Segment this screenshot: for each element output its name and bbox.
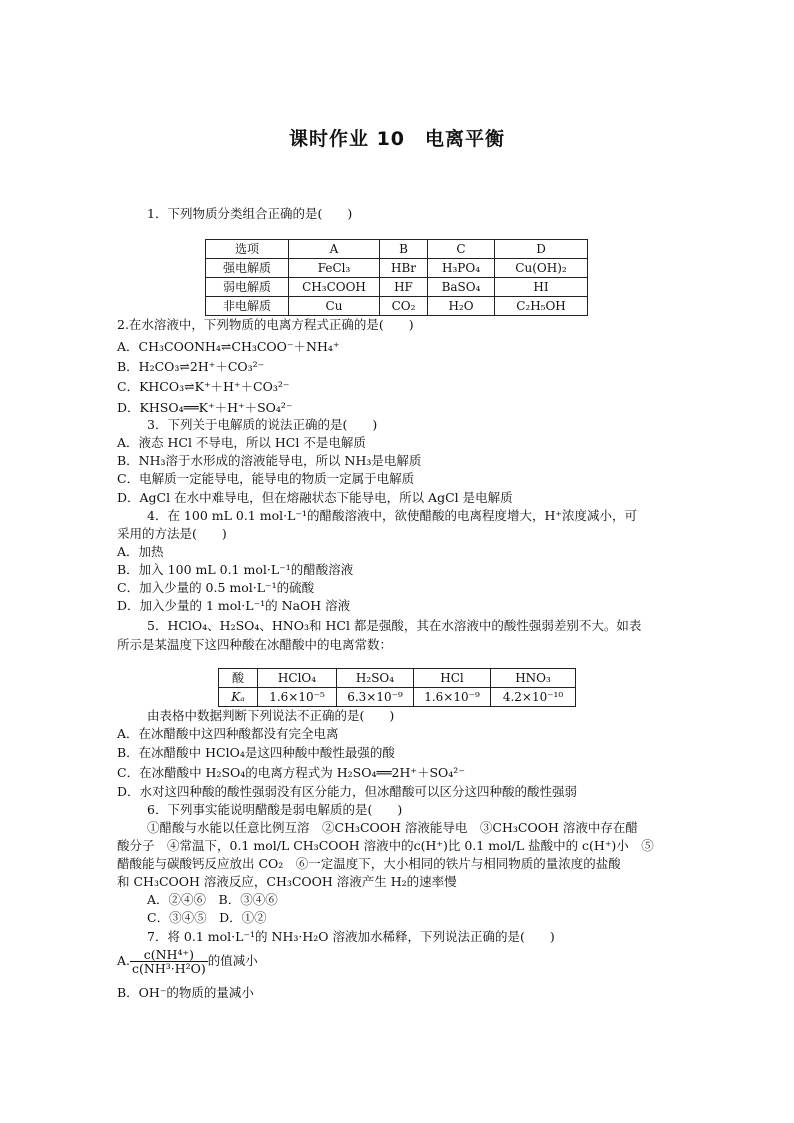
table-row: [206, 278, 588, 297]
q6-options-line: C．③④⑤ D．①②: [147, 910, 267, 925]
q2-option-a: A．CH₃COONH₄⇌CH₃COO⁻＋NH₄⁺: [117, 339, 340, 354]
table-row: [206, 297, 588, 316]
q5-option-c: C．在冰醋酸中 H₂SO₄的电离方程式为 H₂SO₄══2H⁺＋SO₄²⁻: [117, 765, 465, 780]
q6-body-line: 和 CH₃COOH 溶液反应，CH₃COOH 溶液产生 H₂的速率慢: [117, 874, 457, 889]
table-header-cell: HCl: [414, 669, 491, 688]
table-header-cell: D: [495, 240, 588, 259]
table-cell: FeCl₃: [289, 259, 380, 278]
q4-option-c: C．加入少量的 0.5 mol·L⁻¹的硫酸: [117, 580, 315, 595]
table-row: [219, 688, 576, 707]
q5-stem-cont: 所示是某温度下这四种酸在冰醋酸中的电离常数：: [117, 637, 393, 652]
q4-stem-cont: 采用的方法是( ): [117, 526, 227, 541]
table-cell: 4.2×10⁻¹⁰: [491, 688, 576, 707]
q6-stem: 6．下列事实能说明醋酸是弱电解质的是( ): [147, 802, 403, 817]
q7-option-a: [117, 948, 258, 975]
table-row: [206, 259, 588, 278]
table-cell: Cu(OH)₂: [495, 259, 588, 278]
q5-option-a: A．在冰醋酸中这四种酸都没有完全电离: [117, 726, 339, 741]
table-header-cell: B: [380, 240, 428, 259]
q7-stem: 7．将 0.1 mol·L⁻¹的 NH₃·H₂O 溶液加水稀释，下列说法正确的是( ): [147, 929, 555, 944]
q6-body-line: 酸分子 ④常温下，0.1 mol/L CH₃COOH 溶液中的c(H⁺)比 0.1 mol/L 盐酸中的 c(H⁺)小 ⑤: [117, 838, 654, 853]
table-header-row: [219, 669, 576, 688]
q4-option-a: A．加热: [117, 544, 164, 559]
q5-stem: 5．HClO₄、H₂SO₄、HNO₃和 HCl 都是强酸，其在水溶液中的酸性强弱差别不大。如表: [147, 618, 642, 633]
q6-body-line: 醋酸能与碳酸钙反应放出 CO₂ ⑥一定温度下，大小相同的铁片与相同物质的量浓度的盐酸: [117, 856, 621, 871]
table-cell: 1.6×10⁻⁹: [414, 688, 491, 707]
table-cell: 1.6×10⁻⁵: [258, 688, 337, 707]
table-header-cell: HNO₃: [491, 669, 576, 688]
q3-option-a: A．液态 HCl 不导电，所以 HCl 不是电解质: [117, 435, 366, 450]
fraction-denominator: c(NH³·H²O): [132, 961, 206, 976]
q3-stem: 3．下列关于电解质的说法正确的是( ): [147, 417, 378, 432]
table-cell: 强电解质: [206, 259, 289, 278]
q2-option-b: B．H₂CO₃⇌2H⁺＋CO₃²⁻: [117, 359, 265, 374]
table-header-row: [206, 240, 588, 259]
table-header-cell: C: [428, 240, 495, 259]
table-header-cell: H₂SO₄: [337, 669, 414, 688]
q2-stem: 2.在水溶液中，下列物质的电离方程式正确的是( ): [117, 317, 414, 332]
q4-option-d: D．加入少量的 1 mol·L⁻¹的 NaOH 溶液: [117, 598, 351, 613]
q2-option-c: C．KHCO₃⇌K⁺＋H⁺＋CO₃²⁻: [117, 379, 290, 394]
table-header-cell: 酸: [219, 669, 258, 688]
table-cell: HF: [380, 278, 428, 297]
q5-stem-3: 由表格中数据判断下列说法不正确的是( ): [147, 708, 395, 723]
page-title: 课时作业 10 电离平衡: [288, 128, 506, 150]
q4-stem: 4．在 100 mL 0.1 mol·L⁻¹的醋酸溶液中，欲使醋酸的电离程度增大，H⁺浓度减小，可: [147, 508, 637, 523]
q6-body-line: ①醋酸与水能以任意比例互溶 ②CH₃COOH 溶液能导电 ③CH₃COOH 溶液中存在醋: [147, 820, 638, 835]
q5-option-d: D．水对这四种酸的酸性强弱没有区分能力，但冰醋酸可以区分这四种酸的酸性强弱: [117, 784, 578, 799]
table-header-cell: 选项: [206, 240, 289, 259]
q2-option-d: D．KHSO₄══K⁺＋H⁺＋SO₄²⁻: [117, 400, 293, 415]
table-header-cell: HClO₄: [258, 669, 337, 688]
q3-option-c: C．电解质一定能导电，能导电的物质一定属于电解质: [117, 471, 415, 486]
table-cell: 6.3×10⁻⁹: [337, 688, 414, 707]
table-cell: 弱电解质: [206, 278, 289, 297]
q3-option-d: D．AgCl 在水中难导电，但在熔融状态下能导电，所以 AgCl 是电解质: [117, 490, 513, 505]
fraction: [130, 948, 208, 975]
table-cell: CO₂: [380, 297, 428, 316]
table-cell: 非电解质: [206, 297, 289, 316]
q4-option-b: B．加入 100 mL 0.1 mol·L⁻¹的醋酸溶液: [117, 562, 354, 577]
table-cell: Cu: [289, 297, 380, 316]
q3-option-b: B．NH₃溶于水形成的溶液能导电，所以 NH₃是电解质: [117, 453, 422, 468]
table-cell: H₃PO₄: [428, 259, 495, 278]
q6-options-line: A．②④⑥ B．③④⑥: [147, 892, 278, 907]
table-cell: HI: [495, 278, 588, 297]
table-cell: HBr: [380, 259, 428, 278]
table-cell: Kₐ: [219, 688, 258, 707]
table-cell: C₂H₅OH: [495, 297, 588, 316]
table-header-cell: A: [289, 240, 380, 259]
fraction-numerator: c(NH⁴⁺): [130, 948, 208, 962]
q7-option-a-text: 的值减小: [207, 953, 258, 968]
q5-table: [218, 668, 576, 707]
q1-stem: 1．下列物质分类组合正确的是( ): [147, 206, 353, 221]
table-cell: H₂O: [428, 297, 495, 316]
table-cell: CH₃COOH: [289, 278, 380, 297]
q7-option-b: B．OH⁻的物质的量减小: [117, 985, 254, 1000]
q5-option-b: B．在冰醋酸中 HClO₄是这四种酸中酸性最强的酸: [117, 745, 395, 760]
table-cell: BaSO₄: [428, 278, 495, 297]
q1-table: [205, 239, 588, 316]
q7-option-a-label: A.: [117, 953, 131, 968]
